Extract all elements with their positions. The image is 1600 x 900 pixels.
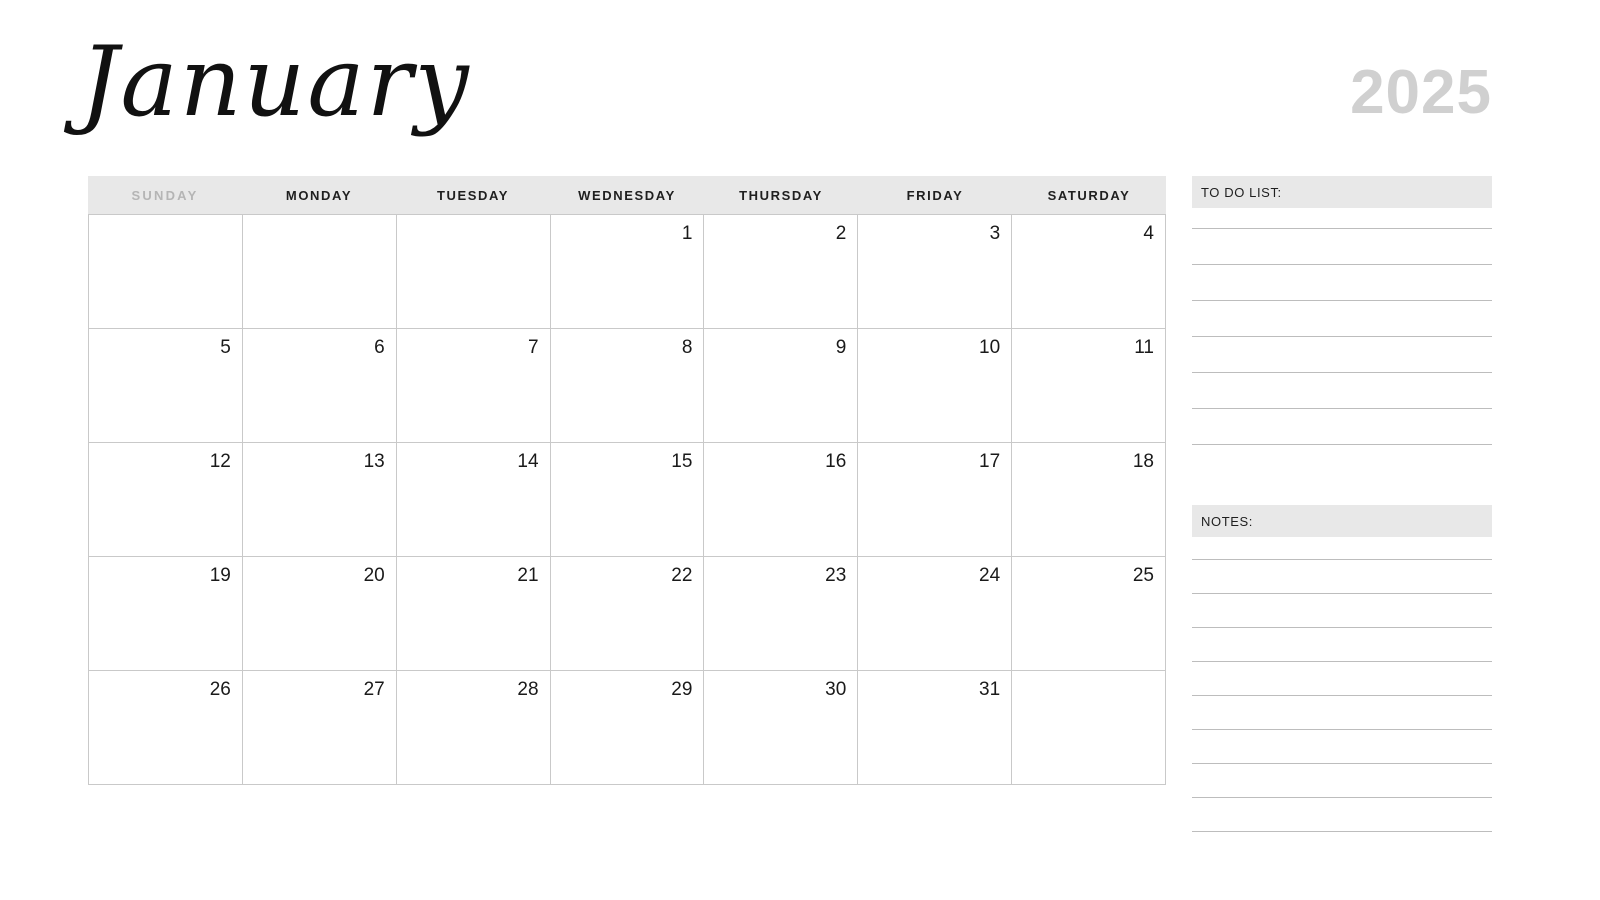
write-line[interactable]	[1192, 593, 1492, 594]
day-number: 30	[825, 679, 847, 700]
calendar-week-row	[89, 215, 1166, 329]
day-number: 29	[671, 679, 693, 700]
day-cell[interactable]	[1012, 557, 1166, 671]
day-cell[interactable]	[858, 557, 1012, 671]
weekday-monday: MONDAY	[285, 187, 353, 203]
notes-lines	[1192, 559, 1492, 832]
day-cell[interactable]	[858, 671, 1012, 785]
write-line[interactable]	[1192, 797, 1492, 798]
day-number: 12	[209, 451, 231, 472]
write-line[interactable]	[1192, 444, 1492, 445]
weekday-tuesday: TUESDAY	[436, 187, 510, 203]
day-cell[interactable]	[1012, 443, 1166, 557]
day-number: 5	[220, 337, 231, 358]
calendar-week-row	[89, 671, 1166, 785]
day-number: 9	[835, 337, 847, 358]
day-cell[interactable]	[243, 215, 397, 329]
day-cell[interactable]	[551, 671, 705, 785]
write-line[interactable]	[1192, 695, 1492, 696]
todo-list-lines	[1192, 228, 1492, 445]
write-line[interactable]	[1192, 300, 1492, 301]
day-cell[interactable]	[89, 671, 243, 785]
day-cell[interactable]	[704, 557, 858, 671]
write-line[interactable]	[1192, 661, 1492, 662]
write-line[interactable]	[1192, 831, 1492, 832]
day-number: 22	[671, 565, 693, 586]
calendar-grid	[88, 176, 1166, 785]
day-cell[interactable]	[551, 329, 705, 443]
day-number: 3	[989, 223, 1001, 244]
weekday-header-row	[88, 176, 1166, 214]
month-title: January	[80, 26, 471, 138]
day-cell[interactable]	[704, 671, 858, 785]
day-number: 7	[527, 337, 539, 358]
write-line[interactable]	[1192, 729, 1492, 730]
day-number: 28	[517, 679, 539, 700]
day-cell[interactable]	[551, 557, 705, 671]
day-cell[interactable]	[243, 443, 397, 557]
weekday-saturday: SATURDAY	[1047, 187, 1131, 203]
day-cell[interactable]	[397, 557, 551, 671]
day-cell[interactable]	[1012, 329, 1166, 443]
calendar-weeks	[88, 214, 1166, 785]
write-line[interactable]	[1192, 228, 1492, 229]
day-number: 2	[835, 223, 847, 244]
day-cell[interactable]	[551, 215, 705, 329]
day-number: 13	[363, 451, 385, 472]
day-number: 27	[363, 679, 385, 700]
side-panel	[1192, 176, 1492, 865]
day-number: 10	[979, 337, 1001, 358]
weekday-sunday: SUNDAY	[131, 187, 199, 203]
day-number: 23	[825, 565, 847, 586]
weekday-wednesday: WEDNESDAY	[578, 187, 676, 203]
day-number: 6	[374, 337, 385, 358]
day-cell[interactable]	[243, 557, 397, 671]
day-number: 26	[209, 679, 231, 700]
calendar-week-row	[89, 329, 1166, 443]
notes-title: NOTES:	[1201, 513, 1253, 529]
day-cell[interactable]	[397, 671, 551, 785]
write-line[interactable]	[1192, 763, 1492, 764]
todo-list-title: TO DO LIST:	[1201, 184, 1282, 200]
day-cell[interactable]	[1012, 671, 1166, 785]
write-line[interactable]	[1192, 264, 1492, 265]
day-number: 17	[979, 451, 1001, 472]
page-header	[0, 0, 1600, 175]
day-number: 19	[209, 565, 231, 586]
day-number: 18	[1132, 451, 1154, 472]
day-number: 24	[979, 565, 1001, 586]
write-line[interactable]	[1192, 372, 1492, 373]
day-cell[interactable]	[243, 329, 397, 443]
day-number: 8	[681, 337, 693, 358]
day-number: 11	[1134, 337, 1154, 358]
todo-list-header	[1192, 176, 1492, 208]
day-cell[interactable]	[704, 443, 858, 557]
day-cell[interactable]	[1012, 215, 1166, 329]
day-cell[interactable]	[89, 215, 243, 329]
day-cell[interactable]	[89, 329, 243, 443]
day-cell[interactable]	[397, 215, 551, 329]
day-number: 14	[517, 451, 539, 472]
day-number: 31	[979, 679, 1001, 700]
day-number: 1	[681, 223, 693, 244]
write-line[interactable]	[1192, 336, 1492, 337]
year-title: 2025	[1350, 58, 1492, 127]
day-cell[interactable]	[89, 443, 243, 557]
day-number: 25	[1132, 565, 1154, 586]
calendar-week-row	[89, 443, 1166, 557]
day-cell[interactable]	[89, 557, 243, 671]
notes-header	[1192, 505, 1492, 537]
day-cell[interactable]	[551, 443, 705, 557]
day-number: 21	[517, 565, 539, 586]
weekday-thursday: THURSDAY	[739, 187, 823, 203]
day-cell[interactable]	[243, 671, 397, 785]
day-cell[interactable]	[397, 329, 551, 443]
calendar-week-row	[89, 557, 1166, 671]
day-cell[interactable]	[858, 329, 1012, 443]
day-number: 4	[1143, 223, 1154, 244]
day-number: 16	[825, 451, 847, 472]
write-line[interactable]	[1192, 627, 1492, 628]
day-number: 20	[363, 565, 385, 586]
day-cell[interactable]	[397, 443, 551, 557]
day-cell[interactable]	[858, 443, 1012, 557]
day-number: 15	[671, 451, 693, 472]
notes-block	[1192, 505, 1492, 832]
day-cell[interactable]	[704, 215, 858, 329]
day-cell[interactable]	[858, 215, 1012, 329]
day-cell[interactable]	[704, 329, 858, 443]
weekday-friday: FRIDAY	[906, 187, 964, 203]
write-line[interactable]	[1192, 559, 1492, 560]
write-line[interactable]	[1192, 408, 1492, 409]
